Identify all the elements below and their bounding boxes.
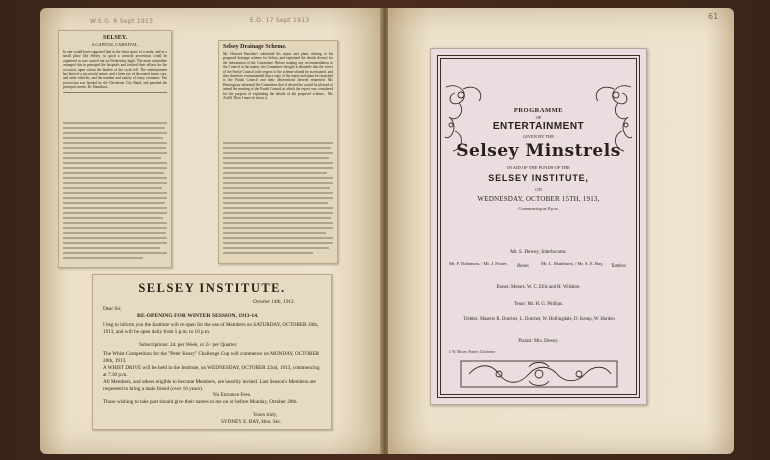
programme-ornament-bottom bbox=[459, 359, 619, 393]
institute-reopen: I beg to inform you the Institute will re-open for the use of Members on SATURDAY, OCTOBER 18th, 1913, and will be open daily from 5 p.m. to 10 p.m. bbox=[103, 322, 319, 335]
programme-printer: J. W. Moore, Printer, Chichester bbox=[449, 350, 496, 354]
institute-date: October 14th, 1913. bbox=[253, 299, 295, 305]
institute-title: SELSEY INSTITUTE. bbox=[138, 281, 286, 295]
carnival-clipping bbox=[58, 30, 172, 268]
carnival-text: In one would have supposed that in the short space of a week, and in a small place like Selsey, so good a carnival procession could be organised as was carried out on Wednesday night. The main committee arranged this in principal the hospitals and fetched their efforts for the occasion, upon whom the burden of the work fell. The entertainment has been of a successful nature, and a keen eye of decorated motor cars, and other vehicles, and the number and variety of fancy costumes. The procession was headed by the Chichester City Band, and paraded the principal streets. Dr. Hamilton... bbox=[63, 50, 167, 90]
programme-tenor: Tenor: Mr. H. G. Phillips. bbox=[513, 302, 564, 307]
bones-performers: Mr. F. Robinson, / Mr. J. Foster, bbox=[449, 261, 508, 266]
institute-closing: Yours truly, bbox=[253, 412, 278, 418]
carnival-title: SELSEY. bbox=[103, 35, 127, 41]
programme-date: WEDNESDAY, OCTOBER 15TH, 1913, bbox=[477, 195, 600, 203]
programme-in-aid: IN AID OF THE FUNDS OF THE bbox=[507, 165, 570, 170]
tambos-label: Tambos bbox=[611, 264, 626, 269]
drainage-title: Selsey Drainage Scheme. bbox=[223, 44, 287, 50]
programme-entertainment: ENTERTAINMENT bbox=[492, 121, 585, 132]
page-number: 61 bbox=[708, 12, 719, 21]
carnival-text-filler bbox=[59, 92, 171, 95]
institute-salutation: Dear Sir, bbox=[103, 306, 122, 312]
programme-heading: PROGRAMME bbox=[513, 107, 564, 114]
institute-heading: RE-OPENING FOR WINTER SESSION, 1913-14. bbox=[137, 313, 259, 319]
pencil-note-1: W.S.G. 6 Sept 1913 bbox=[90, 18, 154, 25]
institute-names: Those wishing to take part should give their names to me on or before Monday, October 20th. bbox=[103, 399, 298, 405]
institute-subscriptions: Subscriptions: 2d. per Week, or 2/- per Quarter. bbox=[139, 342, 238, 348]
programme-given-by: GIVEN BY THE bbox=[523, 134, 554, 139]
institute-whist-drive: A WHIST DRIVE will be held in the Institute, on WEDNESDAY, OCTOBER 22nd, 1913, commencing at 7.30 p.m. bbox=[103, 365, 320, 378]
institute-signature: SYDNEY E. BAY, Hon. Sec. bbox=[221, 419, 282, 425]
tambos-performers: Mr. L. Mainhurst, / Mr. S. E. Bay, bbox=[541, 261, 604, 266]
pencil-note-2: E.O. 17 Sept 1913 bbox=[250, 17, 310, 24]
institute-members: All Members, and others eligible to become Members, are heartily invited. Last Season's Members are requested to bring a male friend (over 16 years). bbox=[103, 379, 316, 392]
programme-of: OF bbox=[535, 115, 542, 120]
drainage-clipping bbox=[218, 40, 338, 264]
bones-label: Bones bbox=[517, 264, 529, 269]
institute-whist-competition: The Whist Competition for the "Peter Keary" Challenge Cup will commence on MONDAY, OCTOBER 20th, 1913. bbox=[103, 351, 320, 364]
drainage-text-lines bbox=[223, 141, 333, 259]
troupe-name: Selsey Minstrels bbox=[456, 141, 621, 161]
carnival-subtitle: A CAPITAL CARNIVAL. bbox=[91, 42, 139, 47]
institute-no-fees: No Entrance Fees. bbox=[213, 392, 252, 398]
programme-institute: SELSEY INSTITUTE, bbox=[488, 173, 589, 183]
institute-letter bbox=[92, 274, 332, 430]
programme-card bbox=[430, 48, 647, 405]
programme-on: ON bbox=[535, 187, 542, 192]
programme-time: Commencing at 8 p.m. bbox=[518, 206, 559, 211]
programme-pianist: Pianist: Mrs. Dewey. bbox=[518, 339, 559, 344]
drainage-text: Mr. Howard Hawden's submitted his report and plans relating to his proposed drainage scheme for Selsey, and explained the details thereof for the information of the Committee. Before making any recommendation to the Council in the matter, the Committee thought it desirable that the views of the Parish Council with respect to the scheme should be ascertained, and they therefore recommended that a copy of the report and plans be furnished to the Parish Council and their observations thereon requested. Mr. Hemingway informed the Committee that if desired he would be pleased to attend the meeting of the Parish Council at which the report was considered for the purpose of explaining the details of the proposed scheme... Mr. Ardill. Then I must sit down it. bbox=[223, 52, 333, 101]
programme-bones-line: Bones: Messrs. W. C. Ellis and H. Wilshire. bbox=[496, 285, 581, 290]
programme-trebles: Trebles: Masters R. Dutcher, L. Dutcher, W. Hollingdale, D. Kemp, W. Horden bbox=[463, 317, 615, 322]
programme-interlocutor: Mr. S. Dewey, Interlocutor. bbox=[510, 249, 567, 255]
carnival-text-lines bbox=[63, 121, 167, 261]
